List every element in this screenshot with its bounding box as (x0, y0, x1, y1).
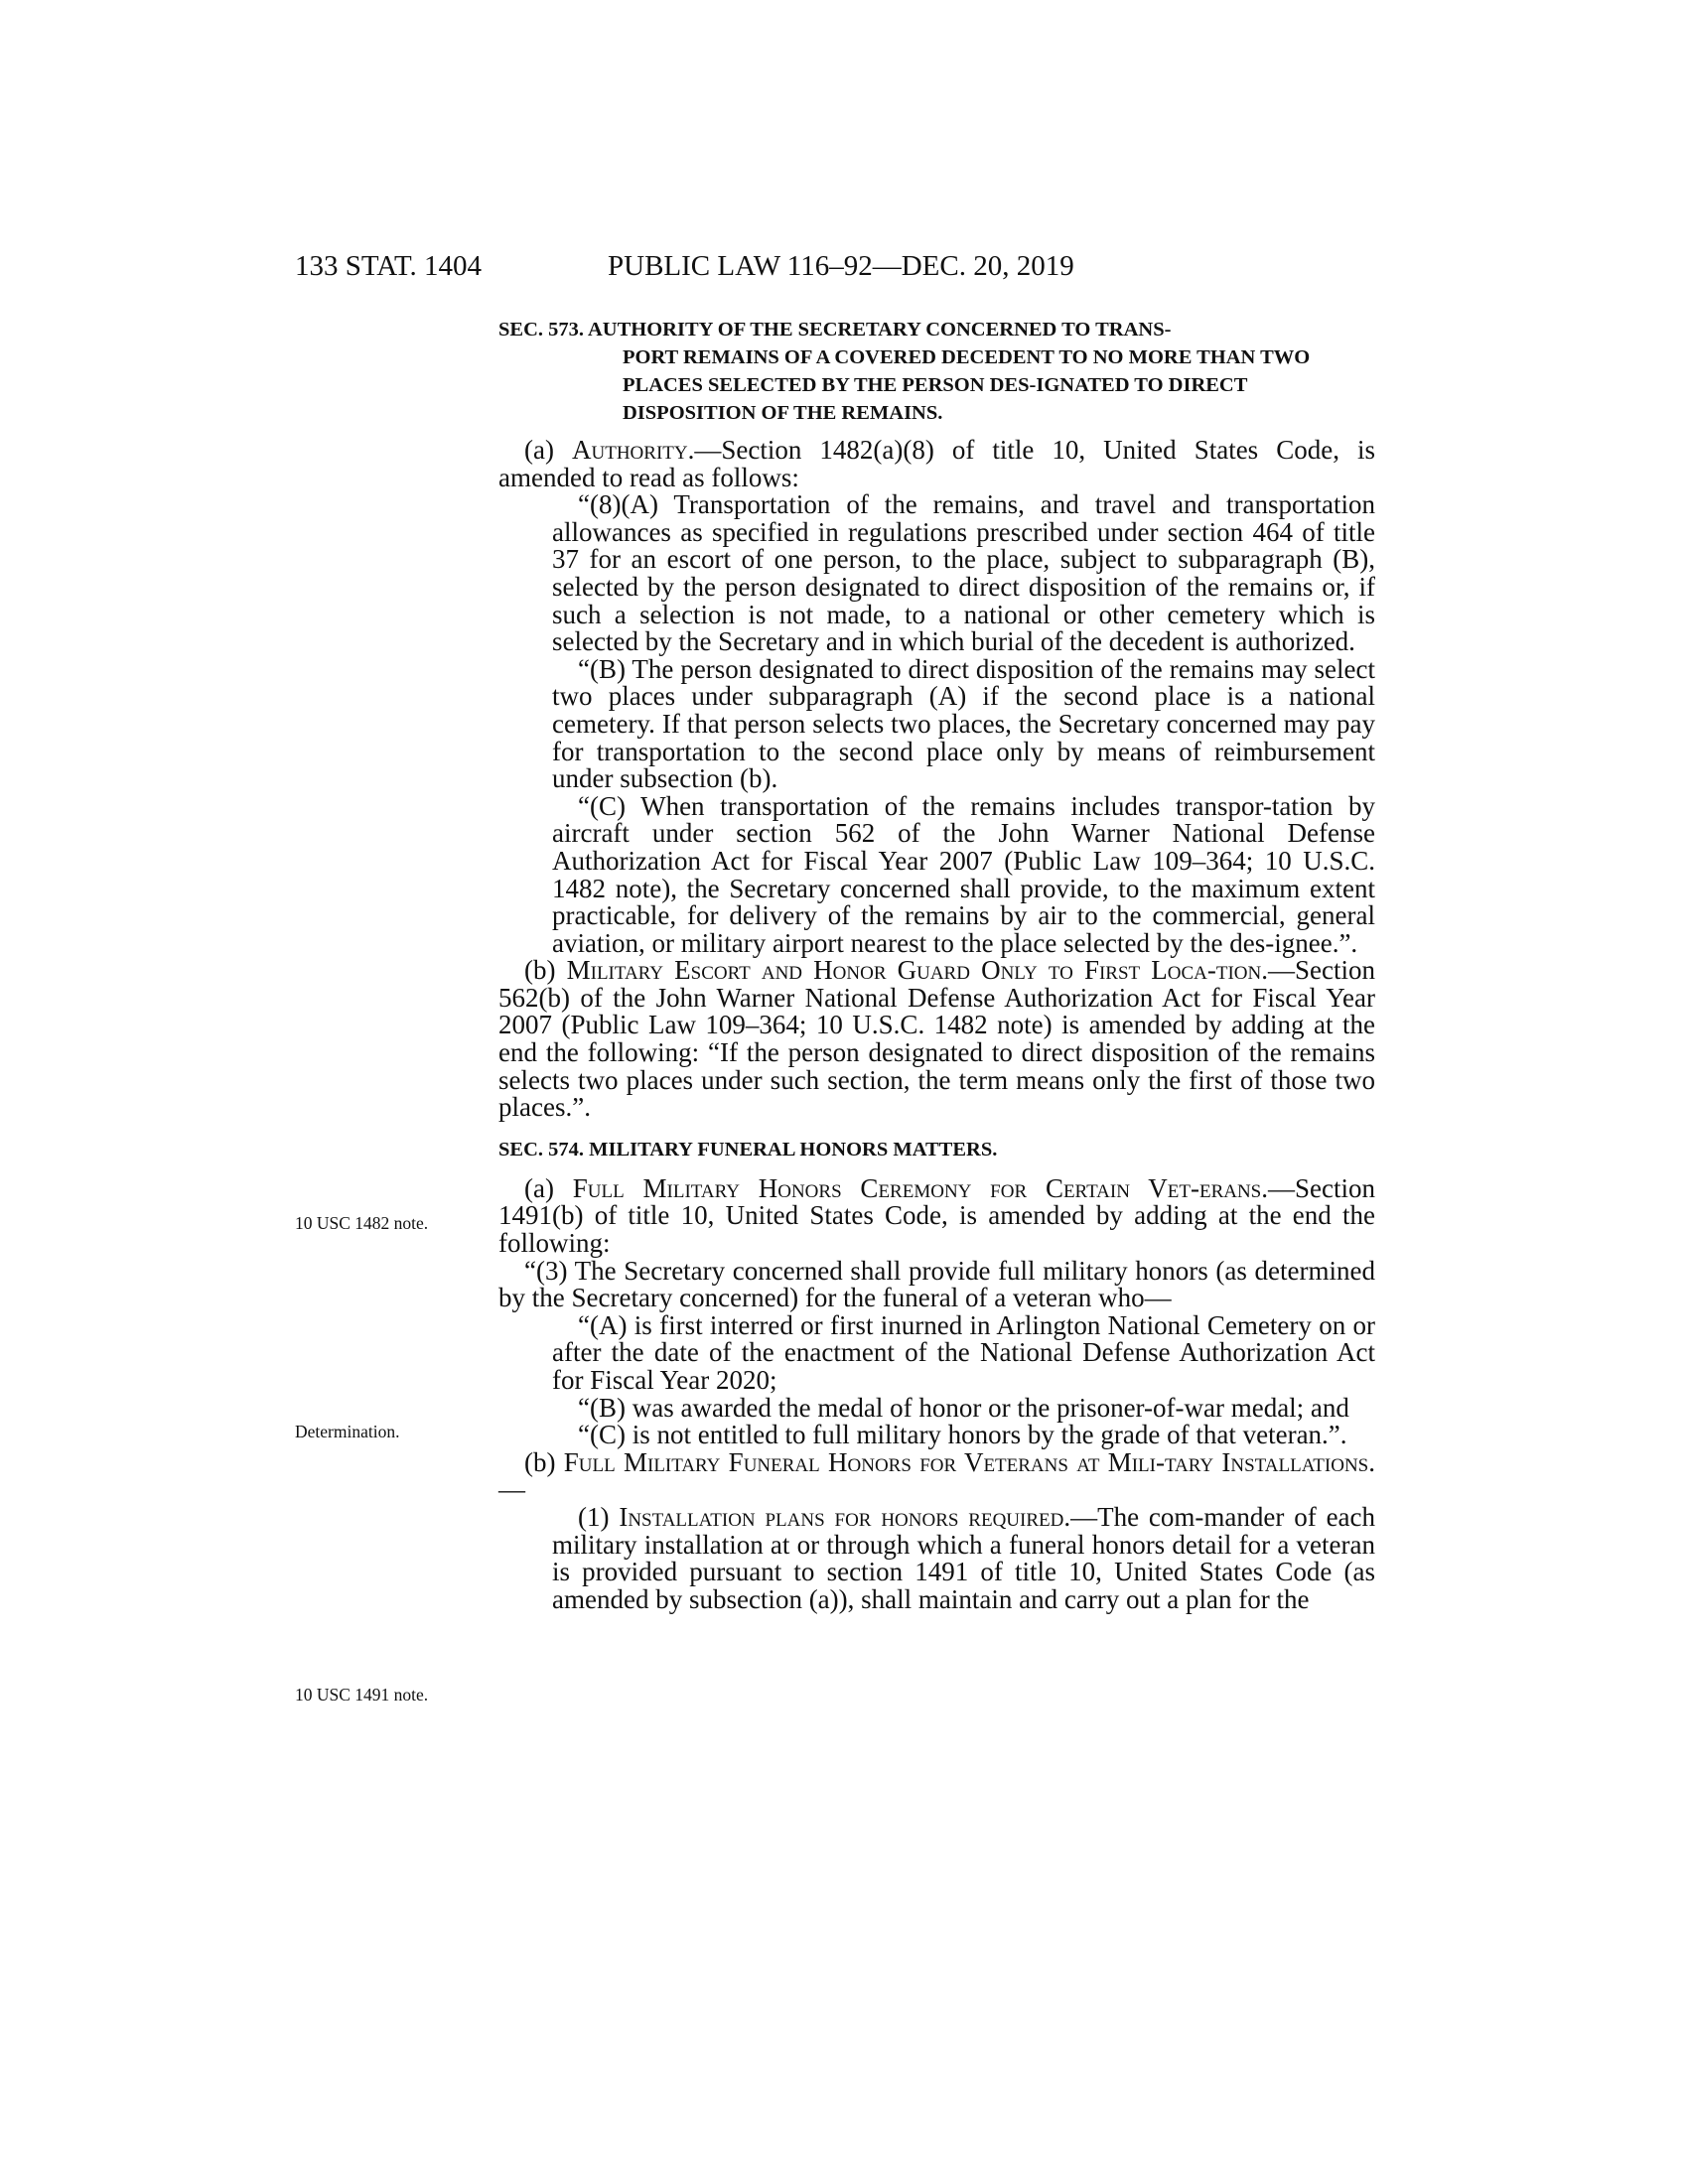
section-574-subsection-b (498, 1446, 1376, 1505)
subsection-label: (b) (524, 955, 567, 986)
quoted-paragraph-8A: “(8)(A) Transportation of the remains, and travel and transportation allowances as specified in regulations prescribed under section 464 of title 37 for an escort of one person, to the place, subject to subparagraph (B), selected by the person designated to direct disposition of the remains or, if such a selection is not made, to a national or other cemetery which is selected by the Secretary and in which burial of the decedent is authorized. (552, 489, 1375, 657)
subsection-label: (a) (524, 1172, 573, 1203)
subsection-caption: Authority (572, 435, 688, 465)
paragraph-caption: Installation plans for honors required (619, 1501, 1064, 1532)
section-573-subsection-b (498, 957, 1375, 1122)
paragraph-text: .—The com-mander of each military installation at or through which a funeral honors detail for a veteran is provided pursuant to section 1491 of title 10, United States Code (as amended by subsection (a)), shall maintain and carry out a plan for the (552, 1501, 1376, 1614)
quoted-clause-B: “(B) was awarded the medal of honor or the prisoner-of-war medal; and (578, 1392, 1349, 1423)
margin-note-usc-1482: 10 USC 1482 note. (295, 1213, 429, 1233)
section-574-paragraph-1 (498, 1501, 1376, 1614)
subsection-caption: Full Military Honors Ceremony for Certain Vet-erans (572, 1172, 1262, 1203)
subsection-caption: Full Military Funeral Honors for Veterans at Mili-tary Installations (563, 1446, 1369, 1477)
body-text (498, 316, 1375, 1613)
subsection-label: (a) (524, 435, 572, 465)
quoted-paragraph-C: “(C) When transportation of the remains includes transpor-tation by aircraft under section 562 of the John Warner National Defense Authorization Act for Fiscal Year 2007 (Public Law 109–364; 10 U.S.C. 1482 note), the Secretary concerned shall provide, to the maximum extent practicable, for delivery of the remains by air to the commercial, general aviation, or military airport nearest to the place selected by the des-ignee.”. (552, 790, 1375, 958)
section-573-heading (498, 316, 1375, 427)
quoted-paragraph-3: “(3) The Secretary concerned shall provide full military honors (as determined by the Secretary concerned) for the funeral of a veteran who— (498, 1255, 1375, 1313)
public-law-title: PUBLIC LAW 116–92—DEC. 20, 2019 (608, 250, 1074, 282)
margin-note-usc-1491: 10 USC 1491 note. (295, 1685, 429, 1705)
margin-note-determination: Determination. (295, 1422, 400, 1441)
subsection-caption: Military Escort and Honor Guard Only to First Loca-tion (566, 955, 1262, 986)
stat-page-number: 133 STAT. 1404 (295, 250, 483, 282)
subsection-text: .—Section 1491(b) of title 10, United States Code, is amended by adding at the end the following: (498, 1172, 1375, 1259)
subsection-text: .— (498, 1446, 1376, 1505)
section-573-heading-rest: PORT REMAINS OF A COVERED DECEDENT TO NO MORE THAN TWO PLACES SELECTED BY THE PERSON DES-IGNATED TO DIRECT DISPOSITION OF THE REMAINS. (623, 346, 1311, 424)
quoted-paragraph-B: “(B) The person designated to direct disposition of the remains may select two places under subparagraph (A) if the second place is a national cemetery. If that person selects two places, the Secretary concerned may pay for transportation to the second place only by means of reimbursement under subsection (b). (552, 653, 1375, 794)
section-574-heading: SEC. 574. MILITARY FUNERAL HONORS MATTERS. (498, 1138, 998, 1160)
quoted-clause-C: “(C) is not entitled to full military honors by the grade of that veteran.”. (578, 1420, 1347, 1450)
section-573-heading-line1: SEC. 573. AUTHORITY OF THE SECRETARY CONCERNED TO TRANS- (498, 319, 1172, 341)
paragraph-label: (1) (578, 1501, 620, 1532)
quoted-clause-A: “(A) is first interred or first inurned in Arlington National Cemetery on or after the date of the enactment of the National Defense Authorization Act for Fiscal Year 2020; (552, 1309, 1375, 1395)
subsection-label: (b) (524, 1446, 564, 1477)
subsection-text: .—Section 562(b) of the John Warner National Defense Authorization Act for Fiscal Year 2007 (Public Law 109–364; 10 U.S.C. 1482 note) is amended by adding at the end the following: “If the person designated to direct disposition of the remains selects two places under such section, the term means only the first of those two places.”. (498, 955, 1375, 1123)
section-573-subsection-a (498, 437, 1375, 491)
section-574-subsection-a (498, 1172, 1375, 1259)
running-head (0, 246, 1688, 286)
subsection-text: .—Section 1482(a)(8) of title 10, United States Code, is amended to read as follows: (498, 435, 1375, 492)
